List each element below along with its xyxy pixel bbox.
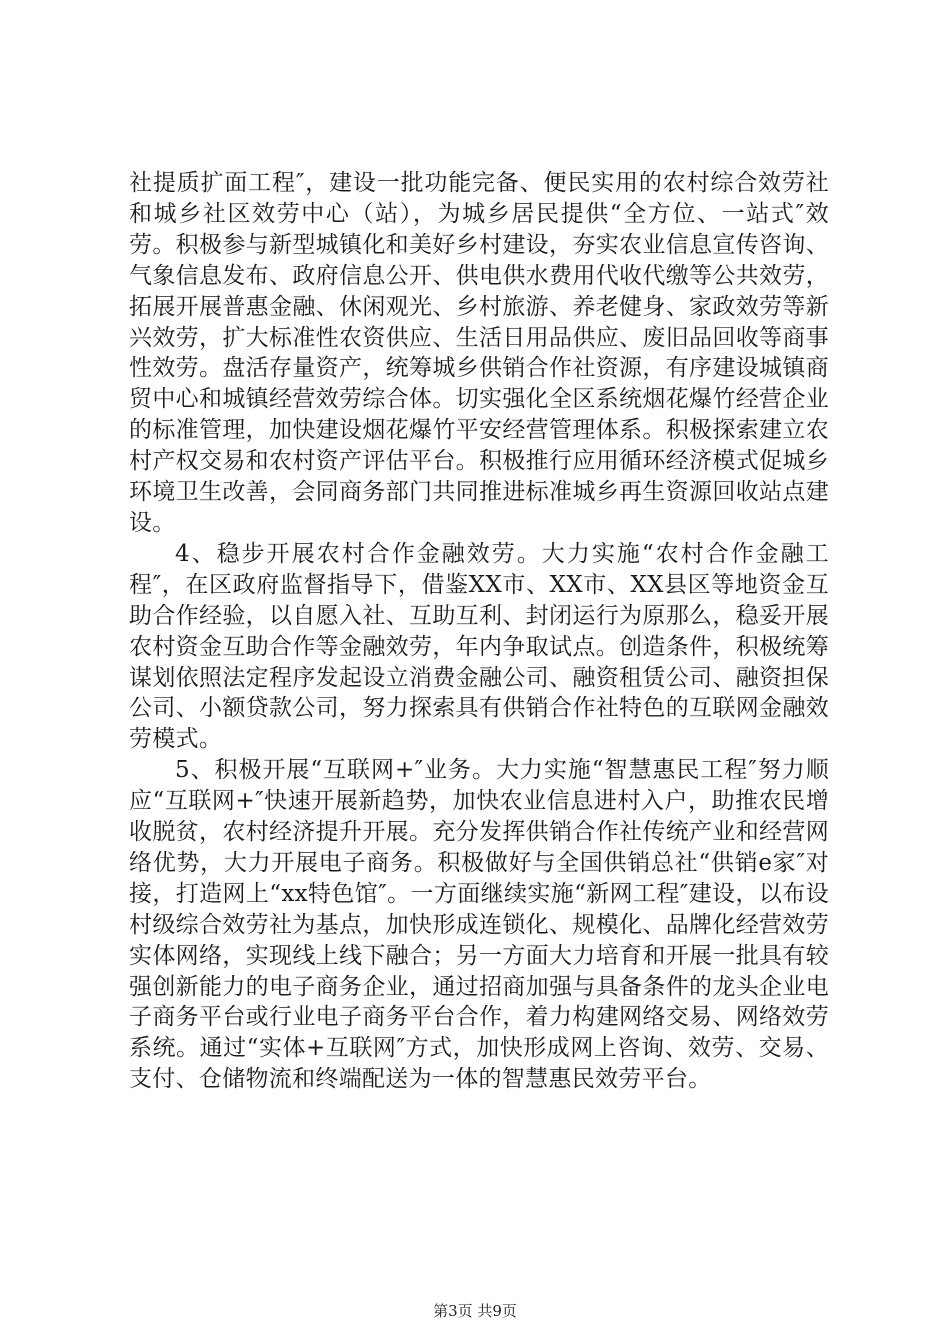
paragraph-1: 社提质扩面工程″，建设一批功能完备、便民实用的农村综合效劳社和城乡社区效劳中心（站），为城乡居民提供“全方位、一站式″效劳。积极参与新型城镇化和美好乡村建设，夯实农业信息宣传咨询、气象信息发布、政府信息公开、供电供水费用代收代缴等公共效劳，拓展开展普惠金融、休闲观光、乡村旅游、养老健身、家政效劳等新兴效劳，扩大标准性农资供应、生活日用品供应、废旧品回收等商事性效劳。盘活存量资产，统筹城乡供销合作社资源，有序建设城镇商贸中心和城镇经营效劳综合体。切实强化全区系统烟花爆竹经营企业的标准管理，加快建设烟花爆竹平安经营管理体系。积极探索建立农村产权交易和农村资产评估平台。积极推行应用循环经济模式促城乡环境卫生改善，会同商务部门共同推进标准城乡再生资源回收站点建设。 bbox=[129, 170, 829, 536]
document-body bbox=[129, 168, 829, 1095]
paragraph-2: 4、稳步开展农村合作金融效劳。大力实施“农村合作金融工程″，在区政府监督指导下，借鉴XX市、XX市、XX县区等地资金互助合作经验，以自愿入社、互助互利、封闭运行为原那么，稳妥开展农村资金互助合作等金融效劳，年内争取试点。创造条件，积极统筹谋划依照法定程序发起设立消费金融公司、融资租赁公司、融资担保公司、小额贷款公司，努力探索具有供销合作社特色的互联网金融效劳模式。 bbox=[129, 540, 829, 753]
paragraph-3: 5、积极开展“互联网+″业务。大力实施“智慧惠民工程″努力顺应“互联网+″快速开展新趋势，加快农业信息进村入户，助推农民增收脱贫，农村经济提升开展。充分发挥供销合作社传统产业和经营网络优势，大力开展电子商务。积极做好与全国供销总社“供销e家″对接，打造网上“xx特色馆″。一方面继续实施“新网工程″建设，以布设村级综合效劳社为基点，加快形成连锁化、规模化、品牌化经营效劳实体网络，实现线上线下融合；另一方面大力培育和开展一批具有较强创新能力的电子商务企业，通过招商加强与具备条件的龙头企业电子商务平台或行业电子商务平台合作，着力构建网络交易、网络效劳系统。通过“实体+互联网″方式，加快形成网上咨询、效劳、交易、支付、仓储物流和终端配送为一体的智慧惠民效劳平台。 bbox=[129, 757, 829, 1093]
page-footer: 第3页 共9页 bbox=[433, 1302, 517, 1320]
